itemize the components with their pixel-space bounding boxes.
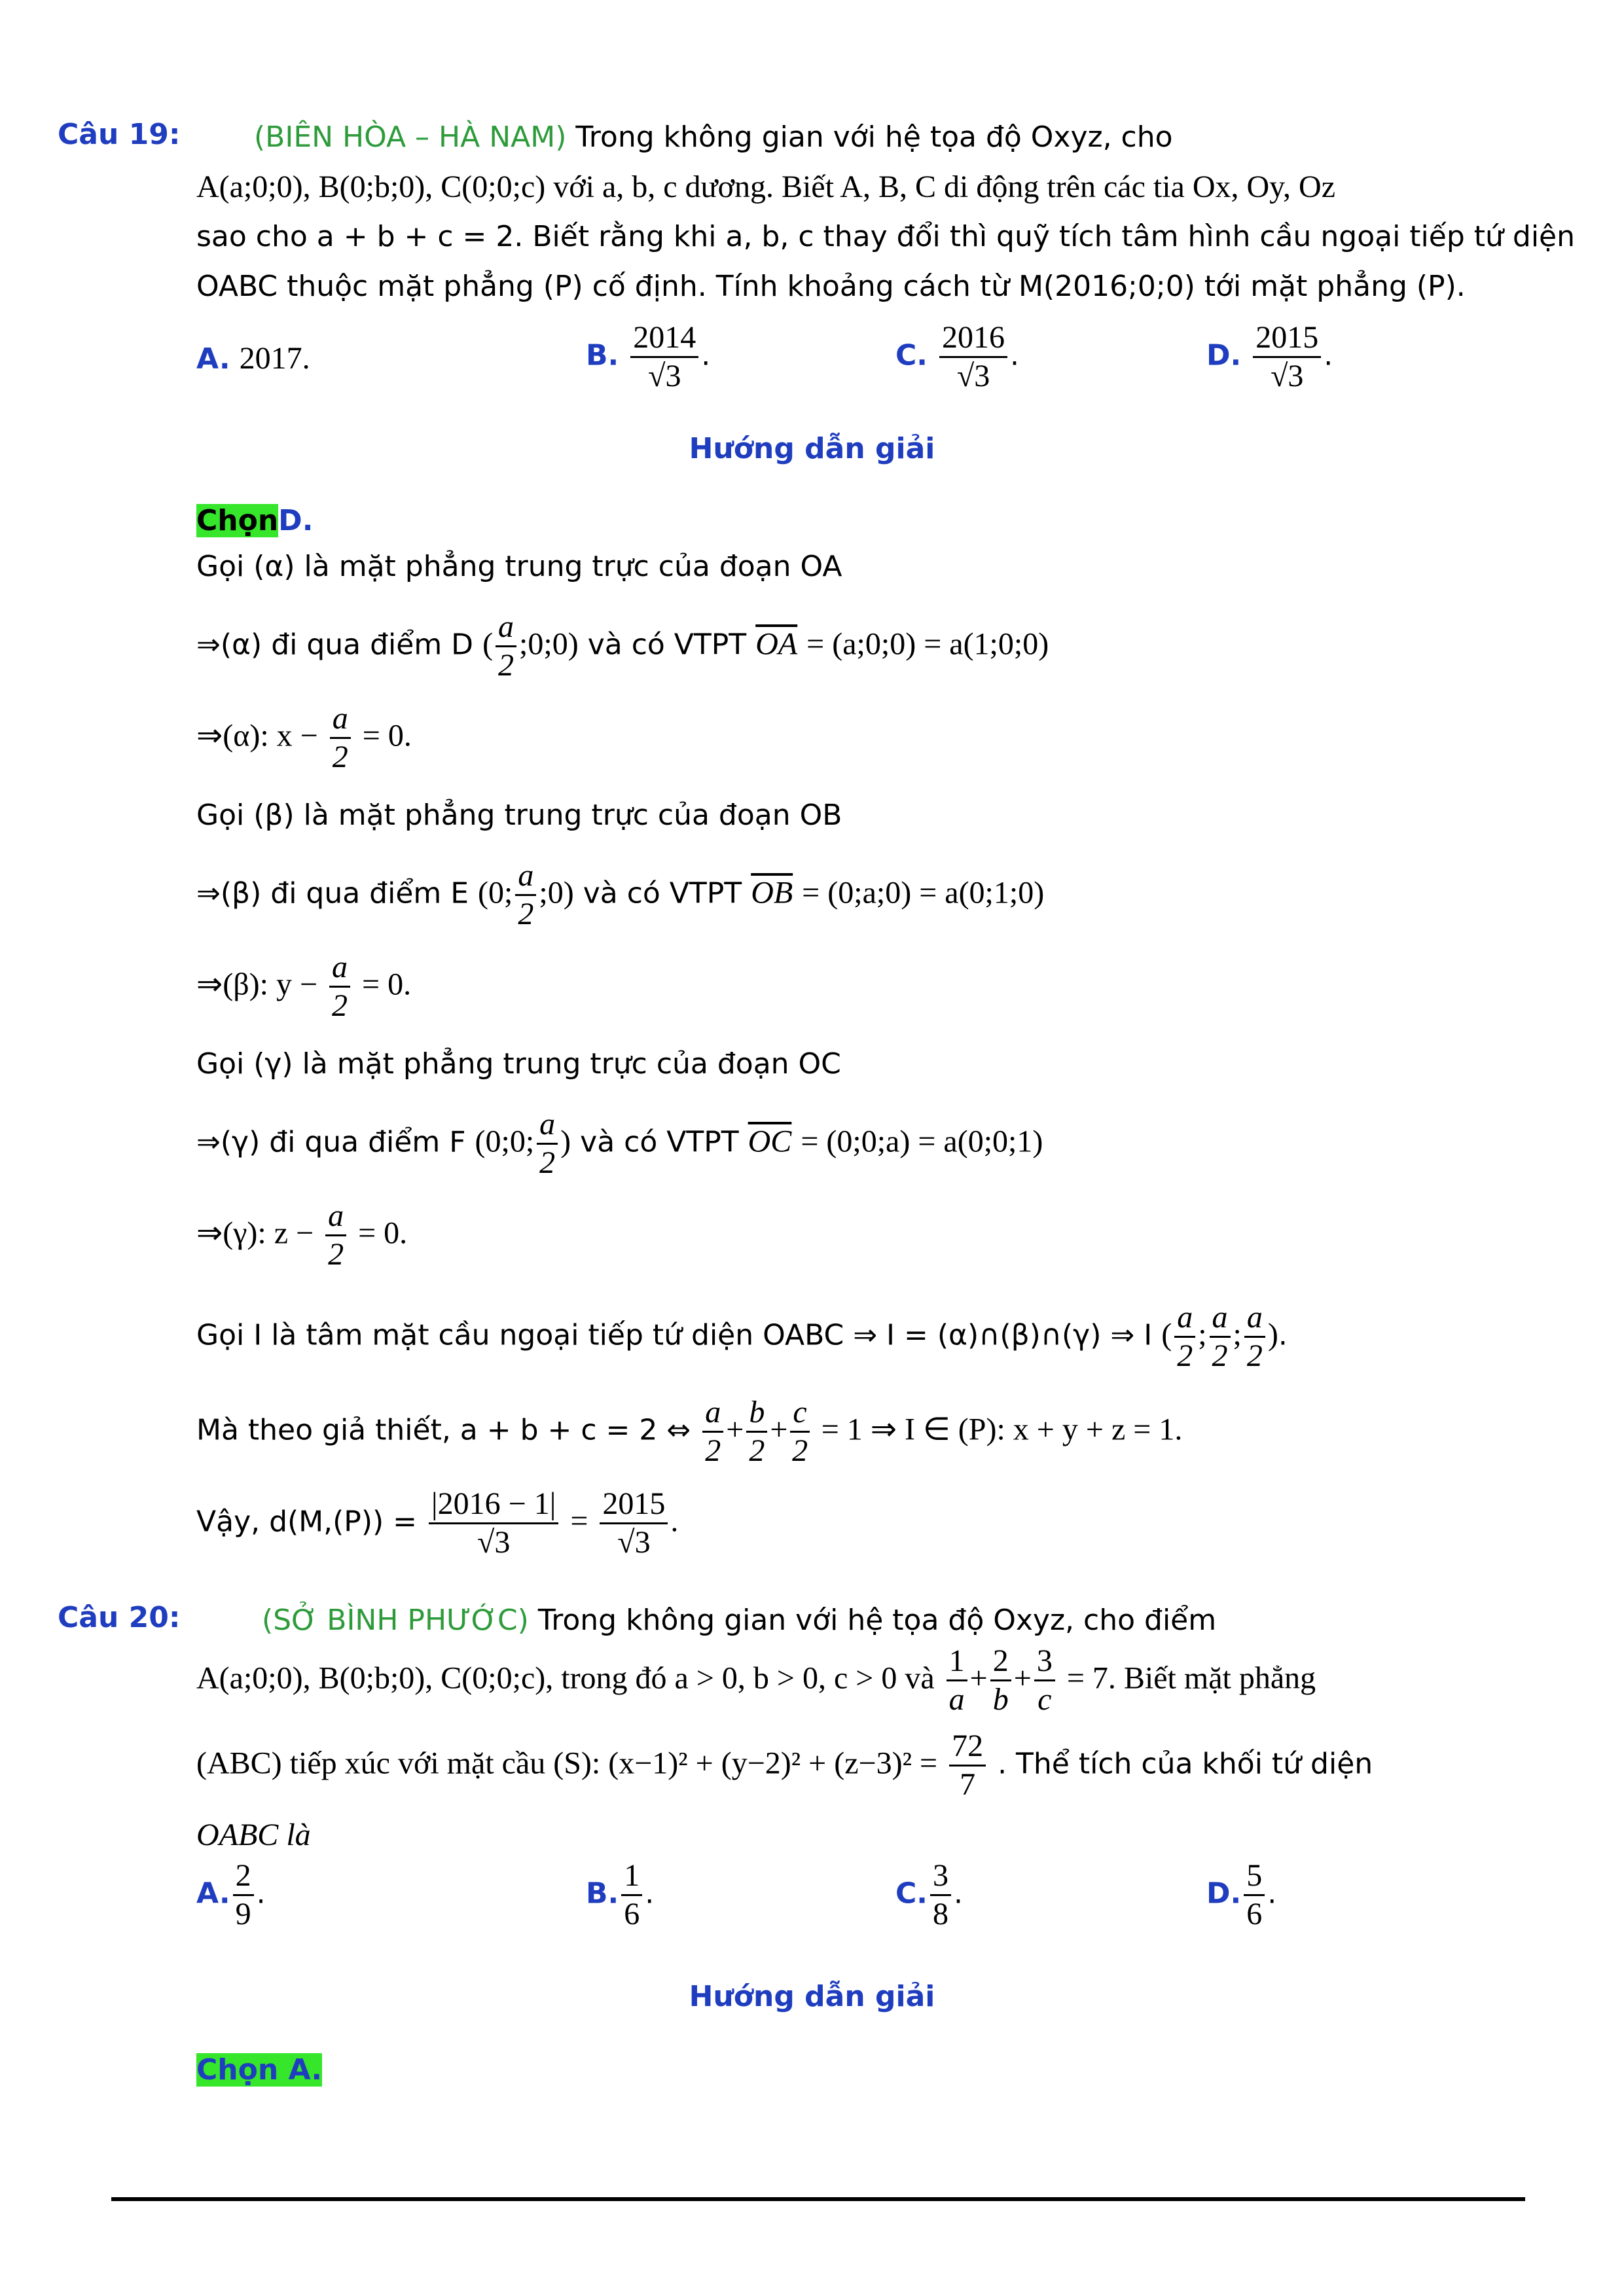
frac-den: √3 bbox=[477, 1525, 511, 1560]
q19-option-d: D. $\frac{2015}{√3}$ . bbox=[1206, 320, 1333, 393]
frac-den: 2 bbox=[1246, 1338, 1263, 1373]
frac-den: 2 bbox=[539, 1145, 556, 1180]
plus-sign: + bbox=[969, 1660, 988, 1696]
q19-line4: OABC thuộc mặt phẳng (P) cố định. Tính khoảng cách từ M(2016;0;0) tới mặt phẳng (P). bbox=[196, 270, 1466, 303]
q19-sol-l10-frac-a bbox=[1174, 1299, 1195, 1374]
q19-sol-l4: Gọi (β) là mặt phẳng trung trực của đoạn OB bbox=[196, 798, 842, 832]
q19-sol-l12 bbox=[196, 1486, 678, 1561]
q20-guide-title: Hướng dẫn giải bbox=[689, 1980, 935, 2013]
frac-den: 2 bbox=[749, 1433, 765, 1468]
q19-sol-l5f: = (0;a;0) = a(0;1;0) bbox=[802, 875, 1045, 910]
frac-num: a bbox=[702, 1394, 723, 1433]
q19-sol-l11a: Mà theo giả thiết, a + b + c = 2 ⇔ bbox=[196, 1413, 691, 1447]
frac-den: 2 bbox=[332, 988, 348, 1023]
q19-sol-l5-frac bbox=[515, 857, 536, 933]
frac-num: a bbox=[496, 609, 516, 647]
frac-num: 1 bbox=[621, 1857, 642, 1896]
q19-option-d-fraction bbox=[1253, 319, 1321, 395]
q20-option-a-label: A. bbox=[196, 1876, 230, 1910]
q20-line2a: A(a;0;0), B(0;b;0), C(0;0;c), trong đó a > 0, b > 0, c > 0 và bbox=[196, 1660, 935, 1696]
q19-label: Câu 19: bbox=[58, 118, 181, 151]
frac-num: a bbox=[1210, 1299, 1231, 1338]
frac-num: 1 bbox=[947, 1643, 967, 1681]
frac-den: 2 bbox=[332, 740, 348, 774]
q19-line1 bbox=[196, 118, 1520, 157]
frac-den: 8 bbox=[933, 1897, 949, 1931]
q19-sol-l12b: = bbox=[570, 1503, 588, 1539]
q19-sol-l9-frac bbox=[325, 1198, 346, 1273]
q20-frac-3c bbox=[1034, 1643, 1055, 1718]
q19-sol-l7: Gọi (γ) là mặt phẳng trung trực của đoạn OC bbox=[196, 1047, 841, 1081]
q19-option-b-fraction bbox=[630, 319, 698, 395]
q19-sol-l8: ⇒(γ) đi qua điểm F (0;0; $\frac{a}{2}$ ) và có VTPT $\overline{OC}$ = (0;0;a) = a(0;0;1) bbox=[196, 1107, 1043, 1180]
frac-num: b bbox=[746, 1394, 767, 1433]
q19-sol-l5: ⇒(β) đi qua điểm E (0; $\frac{a}{2}$ ;0) và có VTPT $\overline{OB}$ = (0;a;0) = a(0;1;0) bbox=[196, 858, 1045, 931]
q20-line1-rest: Trong không gian với hệ tọa độ Oxyz, cho điểm bbox=[537, 1604, 1217, 1637]
q19-sol-l10a: Gọi I là tâm mặt cầu ngoại tiếp tứ diện OABC ⇒ I = (α)∩(β)∩(γ) ⇒ I bbox=[196, 1318, 1153, 1352]
q19-sol-result-frac bbox=[600, 1486, 668, 1561]
q19-guide-title: Hướng dẫn giải bbox=[689, 432, 935, 465]
q19-sol-l6a: ⇒(β): y − bbox=[196, 967, 318, 1002]
q20-option-c-label: C. bbox=[895, 1876, 928, 1910]
frac-den: 2 bbox=[792, 1433, 808, 1468]
q20-line2b: = 7. Biết mặt phẳng bbox=[1066, 1660, 1316, 1696]
frac-num: 5 bbox=[1244, 1857, 1265, 1896]
q19-sol-l2e: = (a;0;0) = a(1;0;0) bbox=[806, 626, 1049, 662]
q19-sol-vector-oc: $\overline{OC}$ bbox=[748, 1124, 792, 1159]
q19-sol-l3b: = 0. bbox=[362, 718, 412, 753]
q19-sol-distance-frac bbox=[429, 1486, 558, 1561]
q20-option-a: A. $\frac{2}{9}$ . bbox=[196, 1858, 266, 1931]
q19-sol-l9 bbox=[196, 1198, 407, 1273]
q19-option-a-label: A. bbox=[196, 342, 230, 376]
q20-line3 bbox=[196, 1728, 1373, 1803]
q19-sol-l3 bbox=[196, 700, 412, 776]
q20-option-d-fraction bbox=[1244, 1857, 1265, 1933]
q19-sol-l10b: . bbox=[1278, 1318, 1288, 1352]
frac-den: 2 bbox=[498, 648, 514, 683]
frac-den: 2 bbox=[518, 897, 534, 931]
q20-option-b: B. $\frac{1}{6}$ . bbox=[586, 1858, 655, 1931]
frac-num: c bbox=[790, 1394, 809, 1433]
q19-option-d-num: 2015 bbox=[1253, 319, 1321, 358]
q19-sol-l10-frac-b bbox=[1210, 1299, 1231, 1374]
q20-choice bbox=[196, 2051, 322, 2090]
q19-option-c-label: C. bbox=[895, 338, 928, 372]
frac-den: 6 bbox=[1246, 1897, 1263, 1931]
plus-sign: + bbox=[770, 1412, 788, 1447]
q19-sol-l5b: 0; bbox=[488, 875, 513, 910]
q19-sol-l5d: và có VTPT bbox=[583, 876, 742, 910]
frac-den: 2 bbox=[328, 1237, 344, 1272]
frac-num: 3 bbox=[930, 1857, 951, 1896]
q19-sol-l11b: = 1 ⇒ I ∈ (P): x + y + z = 1. bbox=[821, 1412, 1183, 1447]
q20-radius-frac bbox=[949, 1728, 986, 1803]
frac-den: 6 bbox=[624, 1897, 640, 1931]
frac-den: 7 bbox=[960, 1767, 976, 1802]
q19-option-a-value: 2017. bbox=[239, 341, 310, 376]
q19-sol-l2c: và có VTPT bbox=[587, 628, 747, 662]
plus-sign: + bbox=[726, 1412, 744, 1447]
q20-chon: Chọn A. bbox=[196, 2053, 323, 2087]
q19-sol-vector-ob: $\overline{OB}$ bbox=[751, 875, 793, 910]
q20-line3a: (ABC) tiếp xúc với mặt cầu (S): (x−1)² + (y−2)² + (z−3)² = bbox=[196, 1746, 938, 1781]
q19-answer: D. bbox=[278, 504, 314, 537]
q19-option-b-num: 2014 bbox=[630, 319, 698, 358]
q19-sol-l11-frac-a bbox=[702, 1394, 723, 1469]
q19-sol-l2: ⇒(α) đi qua điểm D ( $\frac{a}{2}$ ;0;0) và có VTPT $\overline{OA}$ = (a;0;0) = a(1;0;0) bbox=[196, 609, 1049, 683]
frac-den: √3 bbox=[617, 1525, 651, 1560]
frac-num: a bbox=[537, 1106, 558, 1145]
plus-sign: + bbox=[1013, 1660, 1032, 1696]
q20-line4: OABC là bbox=[196, 1818, 311, 1852]
q20-source: (SỞ BÌNH PHƯỚC) bbox=[262, 1604, 529, 1637]
q20-option-a-fraction bbox=[233, 1857, 254, 1933]
q20-frac-1a bbox=[947, 1643, 967, 1718]
q19-option-b-den: √3 bbox=[648, 359, 681, 393]
q19-line3: sao cho a + b + c = 2. Biết rằng khi a, b, c thay đổi thì quỹ tích tâm hình cầu ngoại tiếp tứ diện bbox=[196, 220, 1576, 253]
q19-sol-l10-frac-c bbox=[1244, 1299, 1265, 1374]
footer-rule bbox=[111, 2197, 1525, 2201]
q19-sol-vector-oa: $\overline{OA}$ bbox=[755, 626, 798, 662]
frac-num: |2016 − 1| bbox=[429, 1486, 558, 1524]
semicolon: ; bbox=[1198, 1317, 1207, 1352]
q20-line3b: . Thể tích của khối tứ diện bbox=[998, 1747, 1373, 1781]
frac-num: 2 bbox=[990, 1643, 1011, 1681]
q19-sol-l8-frac bbox=[537, 1106, 558, 1181]
q20-label: Câu 20: bbox=[58, 1601, 181, 1634]
q20-frac-2b bbox=[990, 1643, 1011, 1718]
q19-sol-l2a: ⇒(α) đi qua điểm D bbox=[196, 628, 474, 662]
frac-num: a bbox=[329, 949, 350, 988]
frac-num: a bbox=[1244, 1299, 1265, 1338]
q19-option-a bbox=[196, 340, 310, 376]
q19-sol-l8e: = (0;0;a) = a(0;0;1) bbox=[801, 1124, 1043, 1159]
q19-sol-l12c: . bbox=[670, 1503, 679, 1539]
q19-sol-l6b: = 0. bbox=[362, 967, 412, 1002]
q19-option-b-label: B. bbox=[586, 338, 619, 372]
q19-option-b: B. $\frac{2014}{√3}$ . bbox=[586, 320, 711, 393]
q19-sol-l6-frac bbox=[329, 949, 350, 1024]
q20-line1 bbox=[196, 1601, 1520, 1640]
q19-line2: A(a;0;0), B(0;b;0), C(0;0;c) với a, b, c dương. Biết A, B, C di động trên các tia Ox, Oy, Oz bbox=[196, 170, 1336, 204]
q19-sol-frac-a2 bbox=[496, 609, 516, 684]
q19-sol-l9a: ⇒(γ): z − bbox=[196, 1215, 314, 1251]
q19-line1-rest: Trong không gian với hệ tọa độ Oxyz, cho bbox=[575, 120, 1173, 154]
q19-choice bbox=[196, 501, 313, 541]
q19-chon: Chọn bbox=[196, 504, 279, 537]
q19-option-c-fraction bbox=[939, 319, 1007, 395]
q20-option-d: D. $\frac{5}{6}$ . bbox=[1206, 1858, 1277, 1931]
frac-num: a bbox=[330, 700, 351, 739]
q19-sol-l3a: ⇒(α): x − bbox=[196, 718, 318, 753]
frac-num: 2015 bbox=[600, 1486, 668, 1524]
frac-num: 2 bbox=[233, 1857, 254, 1896]
q19-sol-l1: Gọi (α) là mặt phẳng trung trực của đoạn OA bbox=[196, 550, 842, 583]
q19-sol-l5a: ⇒(β) đi qua điểm E bbox=[196, 876, 469, 910]
frac-den: a bbox=[948, 1682, 965, 1717]
q20-option-b-label: B. bbox=[586, 1876, 619, 1910]
q19-sol-l12a: Vậy, d(M,(P)) = bbox=[196, 1505, 418, 1539]
q19-sol-l11-frac-c bbox=[790, 1394, 809, 1469]
q19-sol-l11-frac-b bbox=[746, 1394, 767, 1469]
frac-den: 2 bbox=[1177, 1338, 1193, 1373]
q19-option-d-den: √3 bbox=[1271, 359, 1304, 393]
q20-line2 bbox=[196, 1643, 1316, 1718]
frac-den: b bbox=[992, 1682, 1009, 1717]
q20-option-c: C. $\frac{3}{8}$ . bbox=[895, 1858, 964, 1931]
frac-den: 2 bbox=[1212, 1338, 1228, 1373]
q19-sol-l5c: ;0 bbox=[539, 875, 564, 910]
q20-option-b-fraction bbox=[621, 1857, 642, 1933]
q19-option-c-den: √3 bbox=[956, 359, 990, 393]
frac-num: a bbox=[515, 857, 536, 896]
frac-num: 3 bbox=[1034, 1643, 1055, 1681]
frac-den: 9 bbox=[235, 1897, 251, 1931]
frac-den: 2 bbox=[705, 1433, 721, 1468]
q19-option-c-num: 2016 bbox=[939, 319, 1007, 358]
q19-sol-l10: Gọi I là tâm mặt cầu ngoại tiếp tứ diện OABC ⇒ I = (α)∩(β)∩(γ) ⇒ I ( $\frac{a}{2}$ ; $\frac{a}{2}$ ; $\frac{a}{2}$ ). bbox=[196, 1300, 1288, 1373]
q19-source: (BIÊN HÒA – HÀ NAM) bbox=[254, 120, 567, 154]
semicolon: ; bbox=[1233, 1317, 1242, 1352]
frac-num: a bbox=[325, 1198, 346, 1236]
frac-den: c bbox=[1038, 1682, 1052, 1717]
q19-sol-l6 bbox=[196, 949, 411, 1024]
q20-option-d-label: D. bbox=[1206, 1876, 1242, 1910]
q19-sol-l8a: ⇒(γ) đi qua điểm F bbox=[196, 1125, 466, 1159]
q19-sol-l9b: = 0. bbox=[358, 1215, 408, 1251]
q19-sol-l8b: 0;0; bbox=[485, 1124, 535, 1159]
frac-num: a bbox=[1174, 1299, 1195, 1338]
q19-sol-l2b: ;0;0 bbox=[519, 626, 568, 662]
frac-num: 72 bbox=[949, 1728, 986, 1767]
q19-sol-l3-frac bbox=[330, 700, 351, 776]
q19-option-d-label: D. bbox=[1206, 338, 1242, 372]
q19-sol-l8c: và có VTPT bbox=[580, 1125, 739, 1159]
q19-sol-l11 bbox=[196, 1394, 1182, 1469]
q20-option-c-fraction bbox=[930, 1857, 951, 1933]
q19-option-c: C. $\frac{2016}{√3}$ . bbox=[895, 320, 1020, 393]
